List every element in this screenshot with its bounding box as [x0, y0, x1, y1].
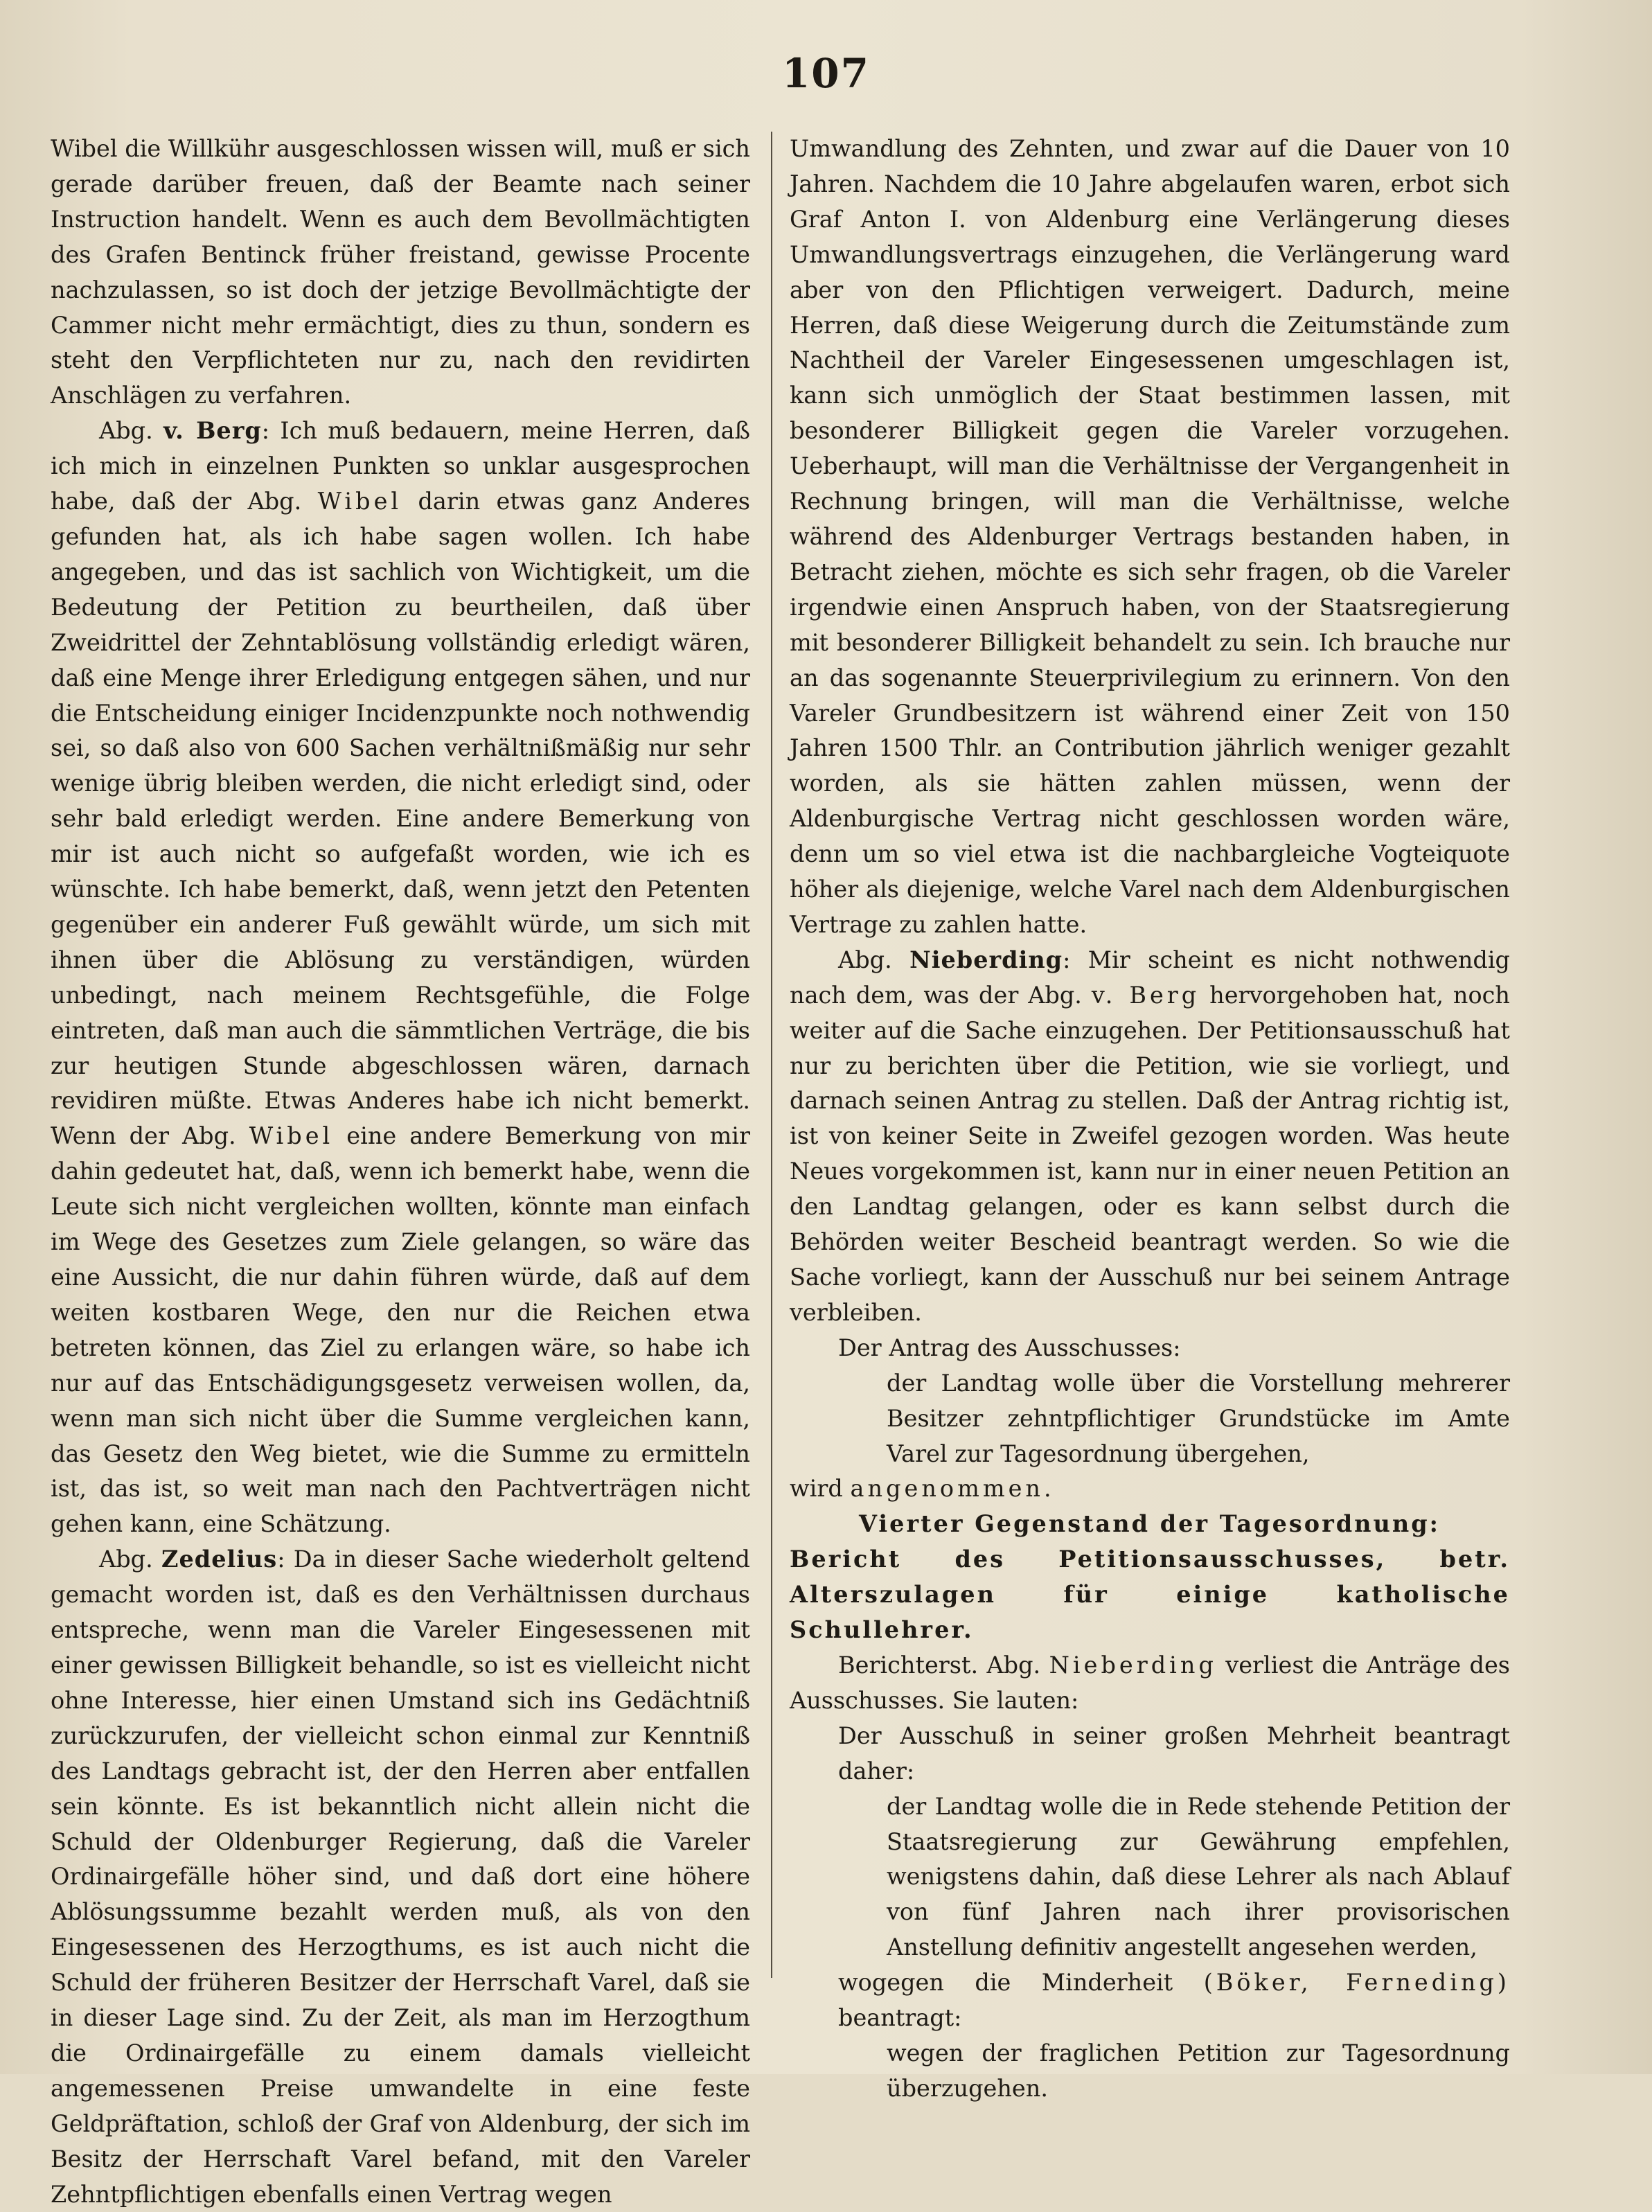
- agenda-heading-subject: Bericht des Petitionsausschusses, betr. Alterszulagen für einige katholische Schullehrer.: [790, 1546, 1510, 1644]
- speaker-name: v. Berg: [163, 417, 262, 445]
- speaker-prefix: Abg.: [99, 417, 153, 445]
- paragraph: [51, 414, 750, 1542]
- speaker-name: Nieberding: [909, 946, 1063, 973]
- motion-result: [790, 1471, 1510, 1507]
- paragraph-text: : Ich muß bedauern, meine Herren, daß ich mich in einzelnen Punkten so unklar ausgesprochen habe, daß der Abg.: [51, 417, 751, 515]
- left-column: [51, 132, 750, 2212]
- column-divider: [771, 132, 772, 1978]
- motion-label: Der Antrag des Ausschusses:: [838, 1334, 1181, 1361]
- spaced-name: (Böker, Ferneding): [1203, 1969, 1510, 1997]
- spaced-name: Nieberding: [1049, 1651, 1217, 1679]
- paragraph: [790, 943, 1510, 1331]
- motion-result-word: wird: [790, 1475, 843, 1503]
- speaker-name: Zedelius: [161, 1546, 278, 1573]
- motion-result-word: angenommen.: [850, 1475, 1055, 1503]
- agenda-heading-line: Vierter Gegenstand der Tagesordnung:: [859, 1510, 1441, 1538]
- spaced-name: Wibel: [317, 488, 402, 515]
- paragraph-text: : Mir scheint es nicht nothwendig nach dem, was der Abg.: [790, 946, 1510, 1009]
- paragraph-text: Wibel die Willkühr ausgeschlossen wissen will, muß er sich gerade darüber freuen, daß der Beamte nach seiner Instruction handelt. Wenn es auch dem Bevollmächtigten des Grafen Bentinck früher freistand, gewisse Procente nachzulassen, so ist doch der jetzige Bevollmächtigte der Cammer nicht mehr ermächtigt, dies zu thun, sondern es steht den Verpflichteten nur zu, nach den revidirten Anschlägen zu verfahren.: [51, 135, 750, 409]
- paragraph-text: eine andere Bemerkung von mir dahin gedeutet hat, daß, wenn ich bemerkt habe, wenn die Leute sich nicht vergleichen wollten, könnte man einfach im Wege des Gesetzes zum Ziele gelangen, so wäre das eine Aussicht, die nur dahin führen würde, daß auf dem weiten kostbaren Wege, den nur die Reichen etwa betreten können, das Ziel zu erlangen wäre, so habe ich nur auf das Entschädigungsgesetz verweisen wollen, da, wenn man sich nicht über die Summe vergleichen kann, das Gesetz den Weg bietet, wie die Summe zu ermitteln ist, das ist, so weit man nach den Pachtverträgen nicht gehen kann, eine Schätzung.: [51, 1122, 750, 1538]
- paragraph: [790, 1648, 1510, 1719]
- paragraph-text: hervorgehoben hat, noch weiter auf die Sache einzugehen. Der Petitionsausschuß hat nur zu berichten über die Petition, wie sie vorliegt, und darnach seinen Antrag zu stellen. Daß der Antrag richtig ist, ist von keiner Seite in Zweifel gezogen worden. Was heute Neues vorgekommen ist, kann nur in einer neuen Petition an den Landtag gelangen, oder es kann selbst durch die Behörden weiter Bescheid beantragt werden. So wie die Sache vorliegt, kann der Ausschuß nur bei seinem Antrage verbleiben.: [790, 981, 1511, 1326]
- minority-text: [838, 1965, 1510, 2036]
- paragraph: [790, 132, 1510, 943]
- paragraph-text: : Da in dieser Sache wiederholt geltend gemacht worden ist, daß es den Verhältnissen durchaus entspreche, wenn man die Vareler Eingesessenen mit einer gewissen Billigkeit behandle, so ist es vielleicht nicht ohne Interesse, hier einen Umstand sich ins Gedächtniß zurückzurufen, der vielleicht schon einmal zur Kenntniß des Landtags gebracht ist, der den Herren aber entfallen sein könnte. Es ist bekanntlich nicht allein nicht die Schuld der Oldenburger Regierung, daß die Vareler Ordinairgefälle höher sind, und daß dort eine höhere Ablösungssumme bezahlt werden muß, als von den Eingesessenen des Herzogthums, es ist auch nicht die Schuld der früheren Besitzer der Herrschaft Varel, daß sie in dieser Lage sind. Zu der Zeit, als man im Herzogthum die Ordinairgefälle zu einem damals vielleicht angemessenen Preise umwandelte in eine feste Geldpräftation, schloß der Graf von Aldenburg, der sich im Besitz der Herrschaft Varel befand, mit den Vareler Zehntpflichtigen ebenfalls einen Vertrag wegen: [51, 1546, 750, 2208]
- agenda-heading: [790, 1507, 1510, 1542]
- paragraph-text: wogegen die Minderheit: [838, 1969, 1173, 1997]
- paragraph-text: Umwandlung des Zehnten, und zwar auf die Dauer von 10 Jahren. Nachdem die 10 Jahre abgelaufen waren, erbot sich Graf Anton I. von Aldenburg eine Verlängerung dieses Umwandlungsvertrags einzugehen, die Verlängerung ward aber von den Pflichtigen verweigert. Dadurch, meine Herren, daß diese Weigerung durch die Zeitumstände zum Nachtheil der Vareler Eingesessenen umgeschlagen ist, kann sich unmöglich der Staat bestimmen lassen, mit besonderer Billigkeit gegen die Vareler vorzugehen. Ueberhaupt, will man die Verhältnisse der Vergangenheit in Rechnung bringen, will man die Verhältnisse, welche während des Aldenburger Vertrags bestanden haben, in Betracht ziehen, möchte es sich sehr fragen, ob die Vareler irgendwie einen Anspruch haben, von der Staatsregierung mit besonderer Billigkeit behandelt zu sein. Ich brauche nur an das sogenannte Steuerprivilegium zu erinnern. Von den Vareler Grundbesitzern ist während einer Zeit von 150 Jahren 1500 Thlr. an Contribution jährlich weniger gezahlt worden, als sie hätten zahlen müssen, wenn der Aldenburgische Vertrag nicht geschlossen worden wäre, denn um so viel etwa ist die nachbargleiche Vogteiquote höher als diejenige, welche Varel nach dem Aldenburgischen Vertrage zu zahlen hatte.: [790, 135, 1510, 938]
- spaced-name: v. Berg: [1091, 981, 1200, 1009]
- paragraph-text: darin etwas ganz Anderes gefunden hat, als ich habe sagen wollen. Ich habe angegeben, und das ist sachlich von Wichtigkeit, um die Bedeutung der Petition zu beurtheilen, daß über Zweidrittel der Zehntablösung vollständig erledigt wären, daß eine Menge ihrer Erledigung entgegen sähen, und nur die Entscheidung einiger Incidenzpunkte noch nothwendig sei, so daß also von 600 Sachen verhältnißmäßig nur sehr wenige übrig bleiben werden, die nicht erledigt sind, oder sehr bald erledigt werden. Eine andere Bemerkung von mir ist auch nicht so aufgefaßt worden, wie ich es wünschte. Ich habe bemerkt, daß, wenn jetzt den Petenten gegenüber ein anderer Fuß gewählt würde, um sich mit ihnen über die Ablösung zu verständigen, würden unbedingt, nach meinem Rechtsgefühle, die Folge eintreten, daß man auch die sämmtlichen Verträge, die bis zur heutigen Stunde abgeschlossen wären, darnach revidiren müßte. Etwas Anderes habe ich nicht bemerkt. Wenn der Abg.: [51, 488, 750, 1150]
- paragraph-text: verliest die Anträge des Ausschusses. Sie lauten:: [790, 1651, 1510, 1714]
- page-number: 107: [781, 50, 871, 97]
- minority-motion: wegen der fraglichen Petition zur Tagesordnung überzugehen.: [887, 2039, 1510, 2102]
- spaced-name: Wibel: [249, 1122, 334, 1150]
- paragraph-text: beantragt:: [838, 2004, 962, 2032]
- speaker-prefix: Abg.: [838, 946, 892, 973]
- paragraph: [51, 132, 750, 414]
- majority-text: Der Ausschuß in seiner großen Mehrheit beantragt daher:: [838, 1722, 1510, 1785]
- right-column: [790, 132, 1510, 2107]
- majority-motion: der Landtag wolle die in Rede stehende Petition der Staatsregierung zur Gewährung empfehlen, wenigstens dahin, daß diese Lehrer als nach Ablauf von fünf Jahren nach ihrer provisorischen Anstellung definitiv angestellt angesehen werden,: [887, 1792, 1510, 1961]
- speaker-prefix: Abg.: [99, 1546, 153, 1573]
- motion-text: der Landtag wolle über die Vorstellung mehrerer Besitzer zehntpflichtiger Grundstücke im Amte Varel zur Tagesordnung übergehen,: [887, 1369, 1510, 1467]
- speaker-prefix: Berichterst. Abg.: [838, 1651, 1041, 1679]
- paragraph: [51, 1542, 750, 2212]
